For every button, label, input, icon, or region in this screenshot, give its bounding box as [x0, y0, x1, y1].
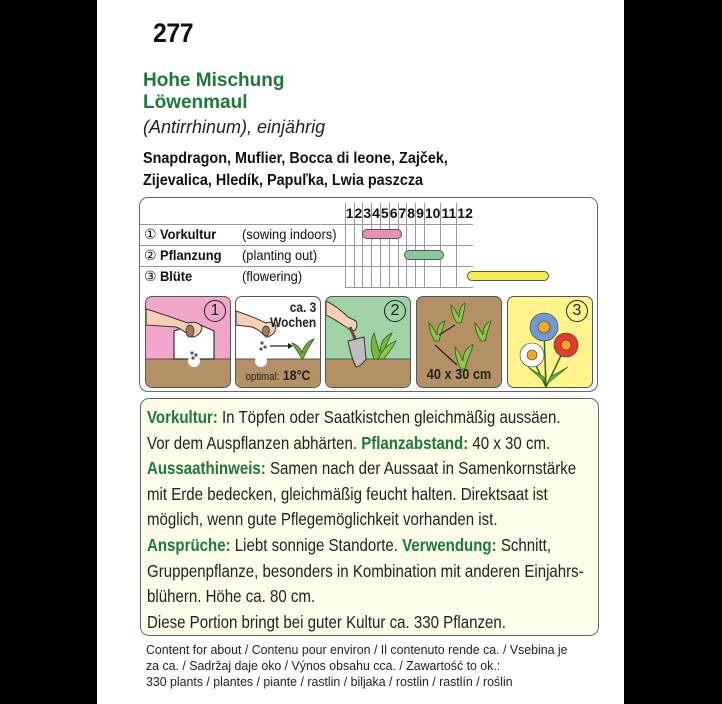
spacing-illustration — [416, 296, 502, 388]
month-12: 12 — [457, 203, 473, 224]
row-label: Pflanzung — [160, 247, 222, 263]
botanical-name: (Antirrhinum) — [143, 117, 248, 137]
instruction-line: Aussaathinweis: Samen nach der Aussaat in Samenkornstärke — [147, 458, 577, 479]
month-1: 1 — [345, 203, 354, 224]
row-translation: (planting out) — [242, 247, 318, 263]
common-names-line-1: Snapdragon, Muflier, Bocca di leone, Zajček, — [143, 150, 448, 167]
header-spacer — [140, 203, 345, 224]
sowing-calendar — [140, 203, 473, 288]
schedule-row-vorkultur — [140, 224, 473, 245]
instruction-line: blühern. Höhe ca. 80 cm. — [147, 586, 316, 607]
flowering-illustration — [507, 296, 593, 388]
germination-duration: ca. 3 Wochen — [269, 299, 316, 330]
month-6: 6 — [389, 203, 398, 224]
month-header-row — [140, 203, 473, 224]
step-3-badge: 3 — [566, 300, 588, 322]
step-2-badge: 2 — [384, 300, 406, 322]
row-translation: (flowering) — [242, 268, 303, 285]
step-2-marker: ② — [144, 247, 157, 263]
instruction-line: Vor dem Auspflanzen abhärten. Pflanzabstand: 40 x 30 cm. — [147, 432, 551, 453]
instruction-line: Gruppenpflanze, besonders in Kombination mit anderen Einjahrs- — [147, 560, 584, 581]
spacing-label: 40 x 30 cm — [426, 366, 492, 383]
packet-number: 277 — [153, 18, 194, 48]
row-translation: (sowing indoors) — [242, 226, 337, 242]
content-quantity-footer — [146, 642, 568, 690]
row-label: Blüte — [160, 268, 193, 285]
month-10: 10 — [424, 203, 441, 224]
month-5: 5 — [380, 203, 389, 224]
month-9: 9 — [416, 203, 425, 224]
footer-line-2: za ca. / Sadržaj daje oko / Výnos obsahu cca. / Zawartość to ok.: — [146, 658, 501, 673]
common-names — [143, 148, 448, 192]
month-2: 2 — [354, 203, 363, 224]
bluete-period-bar — [467, 271, 549, 281]
instruction-line: Diese Portion bringt bei guter Kultur ca. 330 Pflanzen. — [147, 611, 506, 632]
common-names-line-2: Zijevalica, Hledík, Papuľka, Lwia paszcza — [143, 172, 424, 189]
footer-line-1: Content for about / Contenu pour environ / Il contenuto rende ca. / Vsebina je — [146, 642, 568, 657]
instruction-line: Vorkultur: In Töpfen oder Saatkistchen gleichmäßig aussäen. — [147, 407, 561, 427]
latin-name — [143, 117, 325, 138]
month-3: 3 — [363, 203, 372, 224]
instruction-line: möglich, wenn gute Pflegemöglichkeit vorhanden ist. — [147, 509, 498, 530]
pflanzung-period-bar — [404, 250, 444, 260]
step-3-marker: ③ — [144, 268, 157, 285]
month-11: 11 — [441, 203, 457, 224]
row-label: Vorkultur — [160, 226, 217, 242]
month-7: 7 — [398, 203, 407, 224]
lifecycle: , einjährig — [247, 117, 326, 137]
cultivation-instructions — [140, 398, 599, 636]
schedule-row-bluete — [140, 266, 473, 287]
instruction-line: mit Erde bedecken, gleichmäßig feucht halten. Direktsaat ist — [147, 483, 548, 504]
footer-line-3: 330 plants / plantes / piante / rastlin / biljaka / rostlin / rastlín / roślin — [146, 674, 513, 689]
step-1-marker: ① — [144, 226, 157, 242]
planting-illustration — [325, 296, 411, 388]
step-1-badge: 1 — [204, 300, 226, 322]
cultivation-box — [139, 197, 598, 392]
month-4: 4 — [372, 203, 381, 224]
optimal-temperature: optimal: 18°C — [245, 367, 311, 383]
title-line-1: Hohe Mischung — [143, 70, 285, 91]
instruction-line: Ansprüche: Liebt sonnige Standorte. Verwendung: Schnitt, — [147, 534, 552, 555]
month-8: 8 — [407, 203, 416, 224]
sowing-illustration — [145, 296, 231, 388]
title-line-2: Löwenmaul — [143, 92, 248, 113]
vorkultur-period-bar — [362, 229, 402, 239]
seed-packet-back — [97, 0, 624, 704]
germination-illustration — [235, 296, 321, 388]
product-title — [143, 70, 284, 114]
